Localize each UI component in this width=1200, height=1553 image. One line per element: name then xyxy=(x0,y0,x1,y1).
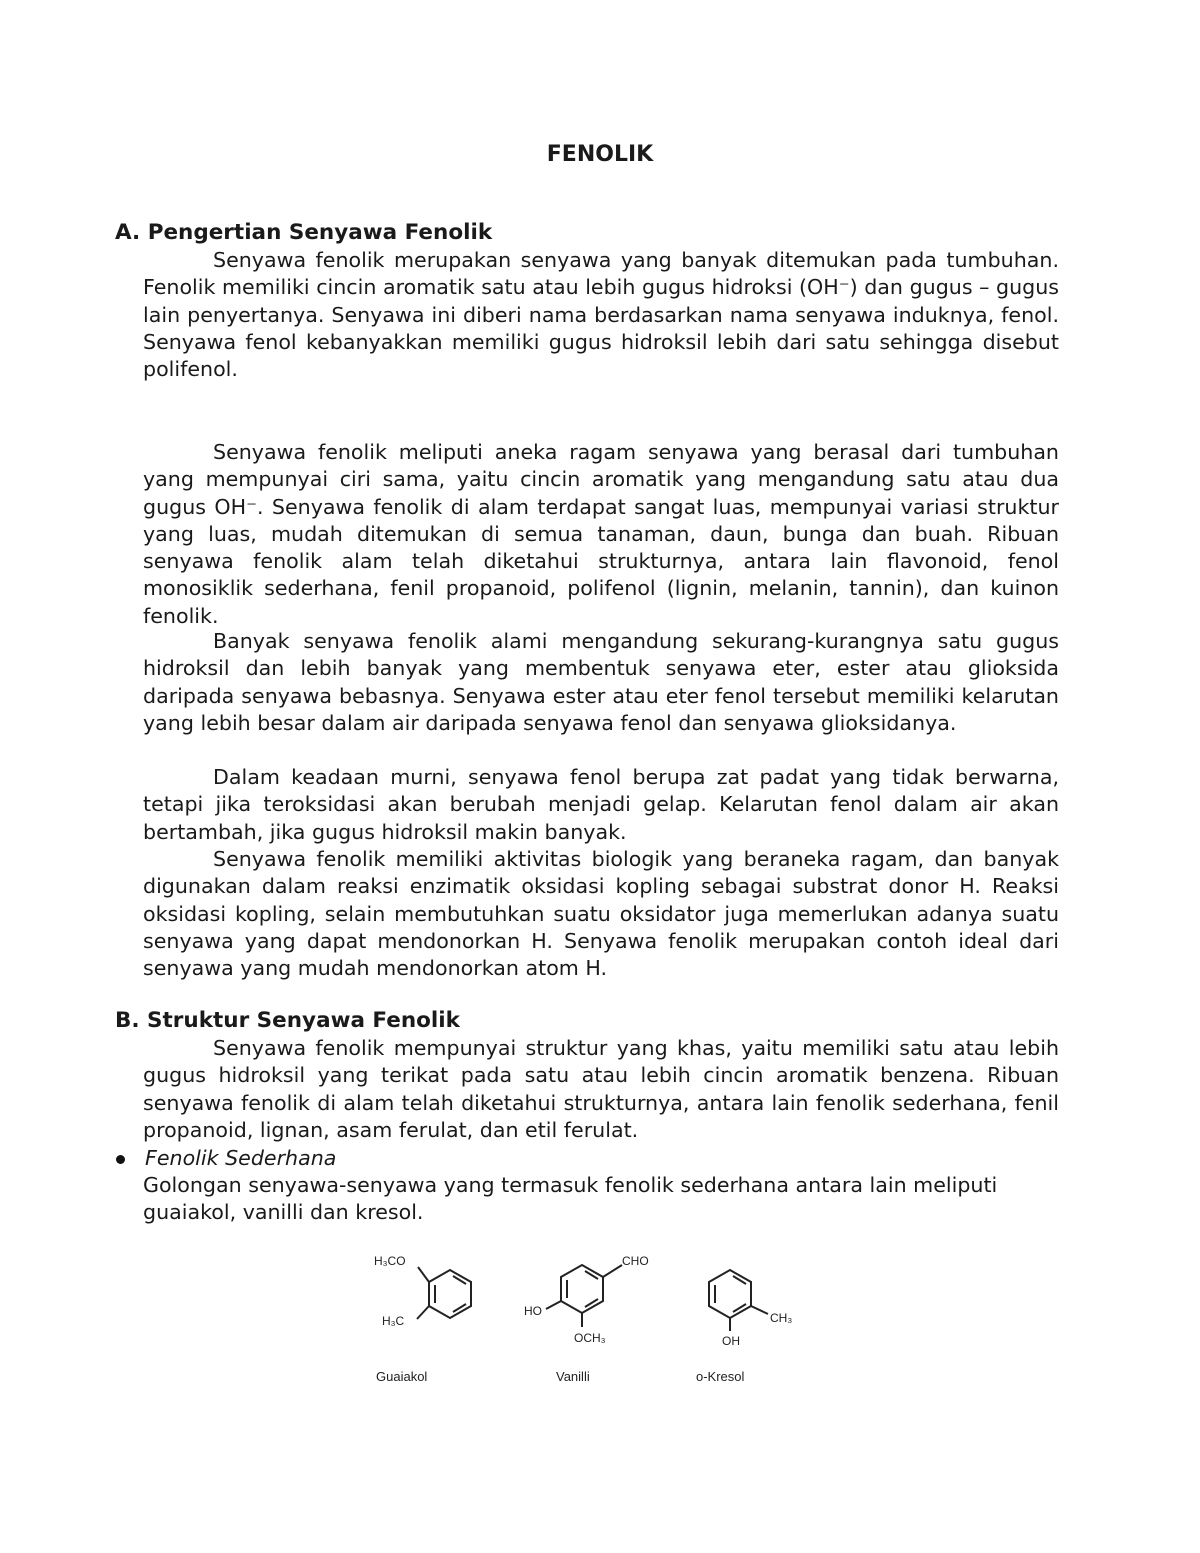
phenolic-structures-figure xyxy=(360,1245,820,1390)
vanilli-substituent-top: CHO xyxy=(622,1254,649,1268)
page-title: FENOLIK xyxy=(546,142,654,167)
section-a-paragraph-5: Senyawa fenolik memiliki aktivitas biologik yang beraneka ragam, dan banyak digunakan dalam reaksi enzimatik oksidasi kopling sebagai substrat donor H. Reaksi oksidasi kopling, selain membutuhkan suatu oksidator juga memerlukan adanya suatu senyawa yang dapat mendonorkan H. Senyawa fenolik merupakan contoh ideal dari senyawa yang mudah mendonorkan atom H. xyxy=(143,847,1059,981)
kresol-substituent-right: CH₃ xyxy=(770,1311,793,1325)
kresol-structure xyxy=(709,1270,768,1331)
section-a-paragraph-4: Dalam keadaan murni, senyawa fenol berupa zat padat yang tidak berwarna, tetapi jika teroksidasi akan berubah menjadi gelap. Kelarutan fenol dalam air akan bertambah, jika gugus hidroksil makin banyak. xyxy=(143,765,1059,844)
vanilli-substituent-left: HO xyxy=(524,1304,542,1318)
kresol-substituent-bottom: OH xyxy=(722,1334,740,1348)
section-b-heading: B. Struktur Senyawa Fenolik xyxy=(115,1008,460,1033)
vanilli-structure xyxy=(546,1265,622,1327)
section-a-paragraph-2: Senyawa fenolik meliputi aneka ragam senyawa yang berasal dari tumbuhan yang mempunyai ciri sama, yaitu cincin aromatik yang mengandung satu atau dua gugus OH⁻. Senyawa fenolik di alam terdapat sangat luas, mempunyai variasi struktur yang luas, mudah ditemukan di semua tanaman, daun, bunga dan buah. Ribuan senyawa fenolik alam telah diketahui strukturnya, antara lain flavonoid, fenol monosiklik sederhana, fenil propanoid, polifenol (lignin, melanin, tannin), dan kuinon fenolik. xyxy=(143,440,1059,628)
bullet-dot-icon xyxy=(116,1155,125,1164)
section-a-heading: A. Pengertian Senyawa Fenolik xyxy=(115,220,493,245)
guaiakol-substituent-1: H₃CO xyxy=(374,1254,406,1268)
section-b-paragraph-1: Senyawa fenolik mempunyai struktur yang khas, yaitu memiliki satu atau lebih gugus hidroksil yang terikat pada satu atau lebih cincin aromatik benzena. Ribuan senyawa fenolik di alam telah diketahui strukturnya, antara lain fenolik sederhana, fenil propanoid, lignan, asam ferulat, dan etil ferulat. xyxy=(143,1036,1059,1142)
kresol-label: o-Kresol xyxy=(696,1369,745,1384)
bullet-item xyxy=(116,1145,336,1172)
guaiakol-label: Guaiakol xyxy=(376,1369,428,1384)
guaiakol-substituent-2: H₃C xyxy=(382,1314,405,1328)
vanilli-label: Vanilli xyxy=(556,1369,590,1384)
bullet-label: Fenolik Sederhana xyxy=(145,1146,337,1170)
bullet-text: Golongan senyawa-senyawa yang termasuk fenolik sederhana antara lain meliputi guaiakol, vanilli dan kresol. xyxy=(143,1173,998,1225)
vanilli-substituent-bottom: OCH₃ xyxy=(574,1331,606,1345)
section-a-paragraph-1: Senyawa fenolik merupakan senyawa yang banyak ditemukan pada tumbuhan. Fenolik memiliki cincin aromatik satu atau lebih gugus hidroksi (OH⁻) dan gugus – gugus lain penyertanya. Senyawa ini diberi nama berdasarkan nama senyawa induknya, fenol. Senyawa fenol kebanyakkan memiliki gugus hidroksil lebih dari satu sehingga disebut polifenol. xyxy=(143,248,1059,382)
section-a-paragraph-3: Banyak senyawa fenolik alami mengandung sekurang-kurangnya satu gugus hidroksil dan lebih banyak yang membentuk senyawa eter, ester atau glioksida daripada senyawa bebasnya. Senyawa ester atau eter fenol tersebut memiliki kelarutan yang lebih besar dalam air daripada senyawa fenol dan senyawa glioksidanya. xyxy=(143,629,1059,735)
guaiakol-structure xyxy=(417,1267,471,1319)
